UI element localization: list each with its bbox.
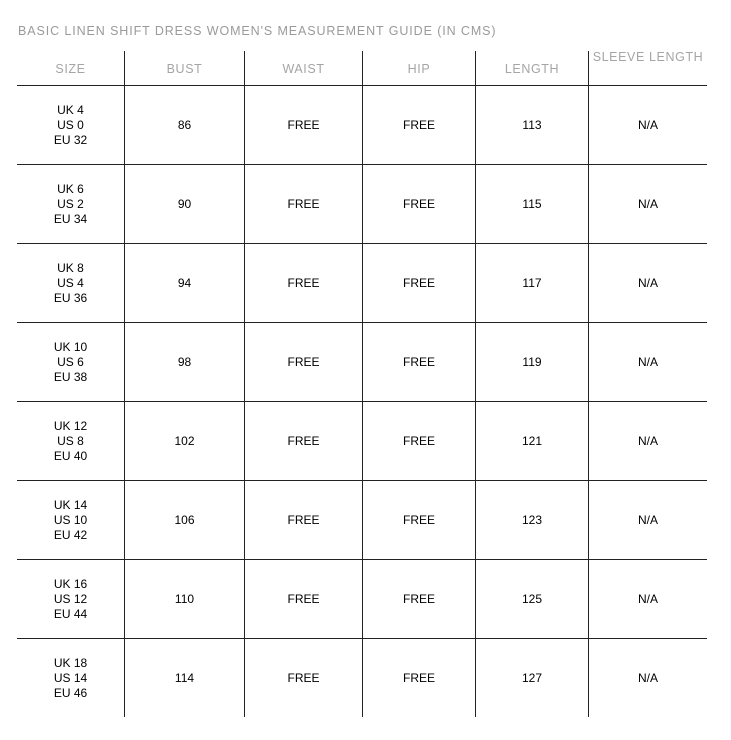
size-label: UK 12 <box>53 418 88 433</box>
sleeve-length-cell: N/A <box>637 117 658 132</box>
bust-cell: 90 <box>125 165 245 243</box>
table-row <box>17 560 707 639</box>
table-row <box>17 165 707 244</box>
hip-cell: FREE <box>363 402 476 480</box>
size-label: US 2 <box>57 196 84 211</box>
header-waist: WAIST <box>245 51 363 85</box>
bust-cell: 98 <box>125 323 245 401</box>
waist-cell: FREE <box>245 639 363 717</box>
hip-cell: FREE <box>363 481 476 559</box>
size-label: US 0 <box>57 117 84 132</box>
length-cell: 127 <box>476 639 589 717</box>
sleeve-length-cell: N/A <box>637 433 658 448</box>
measurement-table <box>17 51 707 717</box>
waist-cell: FREE <box>245 244 363 322</box>
size-label: US 10 <box>53 512 88 527</box>
table-body <box>17 86 707 717</box>
bust-cell: 86 <box>125 86 245 164</box>
size-label: UK 10 <box>53 339 88 354</box>
size-label: EU 42 <box>53 527 88 542</box>
header-hip: HIP <box>363 51 476 85</box>
size-cell <box>17 481 125 559</box>
waist-cell: FREE <box>245 165 363 243</box>
length-cell: 121 <box>476 402 589 480</box>
bust-cell: 106 <box>125 481 245 559</box>
size-label: EU 38 <box>53 369 88 384</box>
length-cell: 115 <box>476 165 589 243</box>
bust-cell: 102 <box>125 402 245 480</box>
size-label: EU 32 <box>53 132 88 147</box>
length-cell: 113 <box>476 86 589 164</box>
table-row <box>17 639 707 717</box>
header-size: SIZE <box>17 51 125 85</box>
size-cell <box>17 323 125 401</box>
page-title: BASIC LINEN SHIFT DRESS WOMEN'S MEASUREMENT GUIDE (IN CMS) <box>18 24 497 38</box>
hip-cell: FREE <box>363 323 476 401</box>
sleeve-length-cell: N/A <box>637 670 658 685</box>
size-label: EU 40 <box>53 448 88 463</box>
size-label: EU 34 <box>53 211 88 226</box>
size-label: UK 14 <box>53 497 88 512</box>
table-row <box>17 244 707 323</box>
size-label: US 8 <box>57 433 84 448</box>
hip-cell: FREE <box>363 165 476 243</box>
table-row <box>17 86 707 165</box>
size-lines <box>54 103 87 148</box>
size-lines <box>54 577 87 622</box>
size-lines <box>54 182 87 227</box>
table-row <box>17 402 707 481</box>
size-label: US 14 <box>53 670 88 685</box>
table-row <box>17 481 707 560</box>
size-cell <box>17 86 125 164</box>
length-cell: 125 <box>476 560 589 638</box>
size-label: US 4 <box>57 275 84 290</box>
waist-cell: FREE <box>245 86 363 164</box>
size-cell <box>17 165 125 243</box>
bust-cell: 110 <box>125 560 245 638</box>
size-label: UK 6 <box>57 181 84 196</box>
sleeve-length-cell: N/A <box>637 591 658 606</box>
sleeve-length-cell: N/A <box>637 354 658 369</box>
size-label: EU 46 <box>53 685 88 700</box>
hip-cell: FREE <box>363 86 476 164</box>
table-header-row <box>17 51 707 86</box>
table-row <box>17 323 707 402</box>
header-sleeve-length: SLEEVE LENGTH <box>592 50 704 64</box>
size-lines <box>54 498 87 543</box>
hip-cell: FREE <box>363 639 476 717</box>
size-cell <box>17 402 125 480</box>
length-cell: 123 <box>476 481 589 559</box>
size-lines <box>54 340 87 385</box>
size-cell <box>17 244 125 322</box>
waist-cell: FREE <box>245 481 363 559</box>
size-label: EU 44 <box>53 606 88 621</box>
size-label: US 12 <box>53 591 88 606</box>
size-label: US 6 <box>57 354 84 369</box>
size-lines <box>54 656 87 701</box>
header-bust: BUST <box>125 51 245 85</box>
bust-cell: 114 <box>125 639 245 717</box>
size-label: UK 8 <box>57 260 84 275</box>
hip-cell: FREE <box>363 244 476 322</box>
sleeve-length-cell: N/A <box>637 196 658 211</box>
waist-cell: FREE <box>245 560 363 638</box>
header-length: LENGTH <box>476 51 589 85</box>
size-label: EU 36 <box>53 290 88 305</box>
size-label: UK 16 <box>53 576 88 591</box>
size-cell <box>17 639 125 717</box>
size-lines <box>54 419 87 464</box>
size-cell <box>17 560 125 638</box>
waist-cell: FREE <box>245 402 363 480</box>
hip-cell: FREE <box>363 560 476 638</box>
waist-cell: FREE <box>245 323 363 401</box>
length-cell: 117 <box>476 244 589 322</box>
sleeve-length-cell: N/A <box>637 275 658 290</box>
size-lines <box>54 261 87 306</box>
sleeve-length-cell: N/A <box>637 512 658 527</box>
size-label: UK 18 <box>53 655 88 670</box>
size-label: UK 4 <box>57 102 84 117</box>
bust-cell: 94 <box>125 244 245 322</box>
length-cell: 119 <box>476 323 589 401</box>
